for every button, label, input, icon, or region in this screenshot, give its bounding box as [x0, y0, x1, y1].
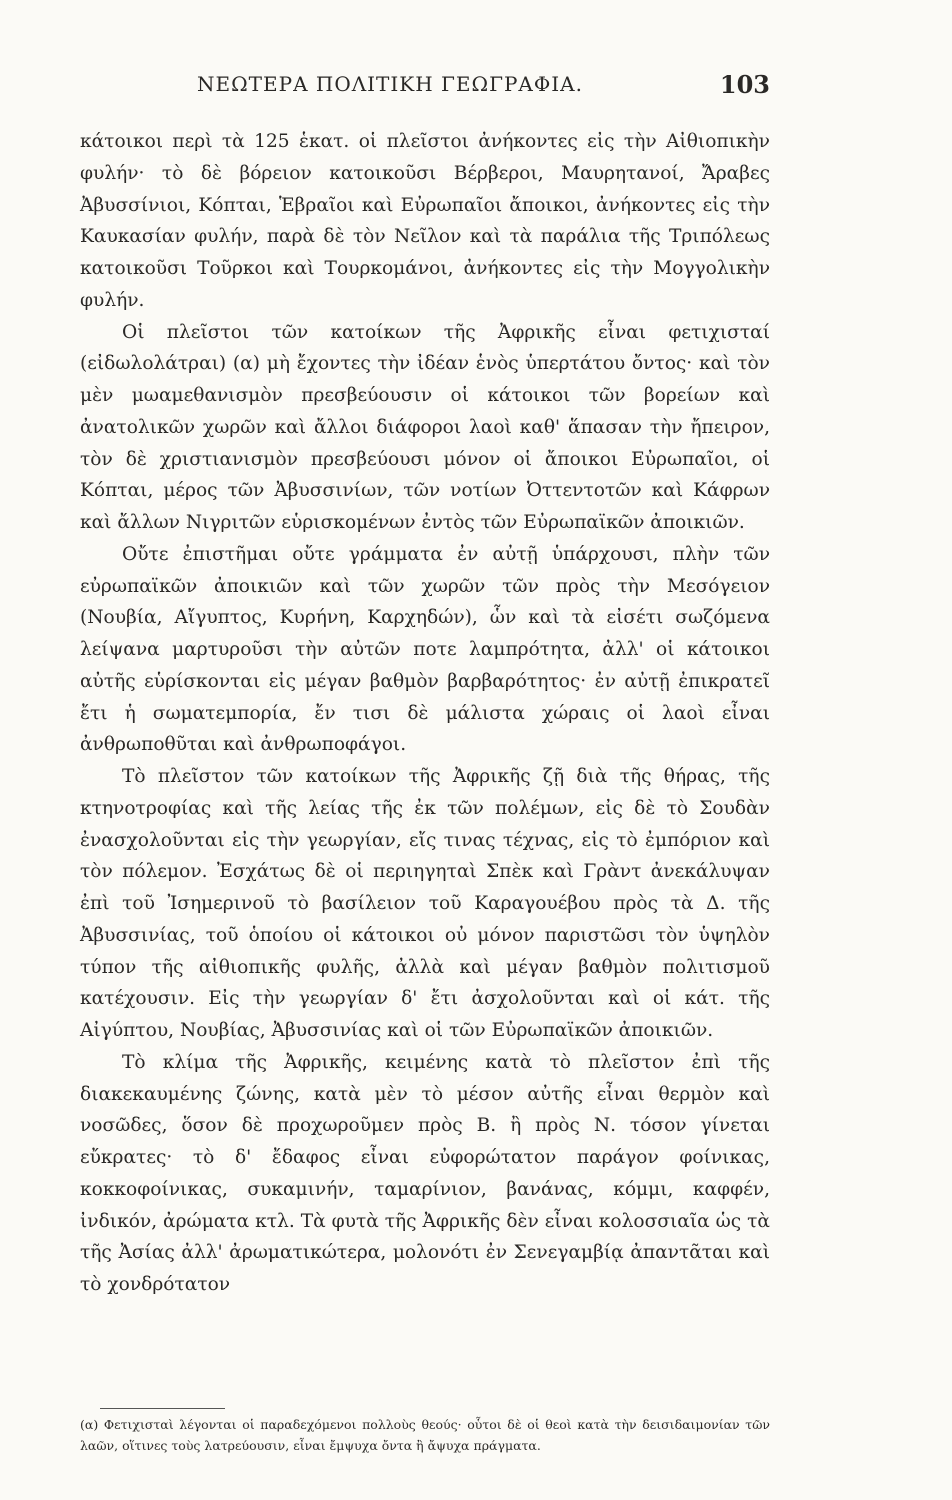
running-title: ΝΕΩΤΕΡΑ ΠΟΛΙΤΙΚΗ ΓΕΩΓΡΑΦΙΑ.: [197, 72, 583, 96]
paragraph: Οἱ πλεῖστοι τῶν κατοίκων τῆς Ἀφρικῆς εἶναι φετιχισταί (εἰδωλολάτραι) (α) μὴ ἔχοντες τὴν ἰδέαν ἑνὸς ὑπερτάτου ὄντος· καὶ τὸν μὲν μωαμεθανισμὸν πρεσβεύουσιν οἱ κάτοικοι τῶν βορείων καὶ ἀνατολικῶν χωρῶν καὶ ἄλλοι διάφοροι λαοὶ καθ' ἅπασαν τὴν ἤπειρον, τὸν δὲ χριστιανισμὸν πρεσβεύουσι μόνον οἱ ἄποικοι Εὐρωπαῖοι, οἱ Κόπται, μέρος τῶν Ἀβυσσινίων, τῶν νοτίων Ὀττεντοτῶν καὶ Κάφρων καὶ ἄλλων Νιγριτῶν εὑρισκομένων ἐντὸς τῶν Εὐρωπαϊκῶν ἀποικιῶν.: [80, 321, 770, 533]
paragraph: κάτοικοι περὶ τὰ 125 ἑκατ. οἱ πλεῖστοι ἀνήκοντες εἰς τὴν Αἰθιοπικὴν φυλήν· τὸ δὲ βόρειον κατοικοῦσι Βέρβεροι, Μαυρητανοί, Ἄραβες Ἀβυσσίνιοι, Κόπται, Ἑβραῖοι καὶ Εὐρωπαῖοι ἄποικοι, ἀνήκοντες εἰς τὴν Καυκασίαν φυλήν, παρὰ δὲ τὸν Νεῖλον καὶ τὰ παράλια τῆς Τριπόλεως κατοικοῦσι Τοῦρκοι καὶ Τουρκομάνοι, ἀνήκοντες εἰς τὴν Μογγολικὴν φυλήν.: [80, 131, 770, 311]
page-number: 103: [719, 70, 770, 99]
footnote-rule: [100, 1408, 225, 1409]
running-head: [80, 72, 770, 106]
paragraph: Τὸ κλίμα τῆς Ἀφρικῆς, κειμένης κατὰ τὸ πλεῖστον ἐπὶ τῆς διακεκαυμένης ζώνης, κατὰ μὲν τὸ μέσον αὐτῆς εἶναι θερμὸν καὶ νοσῶδες, ὅσον δὲ προχωροῦμεν πρὸς Β. ἢ πρὸς Ν. τόσον γίνεται εὔκρατες· τὸ δ' ἔδαφος εἶναι εὐφορώτατον παράγον φοίνικας, κοκκοφοίνικας, συκαμινήν, ταμαρίνιον, βανάνας, κόμμι, καφφέν, ἰνδικόν, ἀρώματα κτλ. Τὰ φυτὰ τῆς Ἀφρικῆς δὲν εἶναι κολοσσιαῖα ὡς τὰ τῆς Ἀσίας ἀλλ' ἀρωματικώτερα, μολονότι ἐν Σενεγαμβίᾳ ἀπαντᾶται καὶ τὸ χονδρότατον: [80, 1051, 770, 1295]
body-text: [80, 126, 770, 1301]
paragraph: Οὔτε ἐπιστῆμαι οὔτε γράμματα ἐν αὐτῇ ὑπάρχουσι, πλὴν τῶν εὐρωπαϊκῶν ἀποικιῶν καὶ τῶν χωρῶν τῶν πρὸς τὴν Μεσόγειον (Νουβία, Αἴγυπτος, Κυρήνη, Καρχηδών), ὧν καὶ τὰ εἰσέτι σωζόμενα λείψανα μαρτυροῦσι τὴν αὐτῶν ποτε λαμπρότητα, ἀλλ' οἱ κάτοικοι αὐτῆς εὑρίσκονται εἰς μέγαν βαθμὸν βαρβαρότητος· ἐν αὐτῇ ἐπικρατεῖ ἔτι ἡ σωματεμπορία, ἔν τισι δὲ μάλιστα χώραις οἱ λαοὶ εἶναι ἀνθρωποθῦται καὶ ἀνθρωποφάγοι.: [80, 543, 770, 756]
footnote: (α) Φετιχισταὶ λέγονται οἱ παραδεχόμενοι πολλοὺς θεούς· οὗτοι δὲ οἱ θεοὶ κατὰ τὴν δεισιδαιμονίαν τῶν λαῶν, οἵτινες τοὺς λατρεύουσιν, εἶναι ἔμψυχα ὄντα ἢ ἄψυχα πράγματα.: [80, 1417, 770, 1453]
paragraph: Τὸ πλεῖστον τῶν κατοίκων τῆς Ἀφρικῆς ζῇ διὰ τῆς θήρας, τῆς κτηνοτροφίας καὶ τῆς λείας τῆς ἐκ τῶν πολέμων, εἰς δὲ τὸ Σουδὰν ἐνασχολοῦνται εἰς τὴν γεωργίαν, εἴς τινας τέχνας, εἰς τὸ ἐμπόριον καὶ τὸν πόλεμον. Ἐσχάτως δὲ οἱ περιηγηταὶ Σπὲκ καὶ Γρὰντ ἀνεκάλυψαν ἐπὶ τοῦ Ἰσημερινοῦ τὸ βασίλειον τοῦ Καραγουέβου πρὸς τὰ Δ. τῆς Ἀβυσσινίας, τοῦ ὁποίου οἱ κάτοικοι οὐ μόνον παριστῶσι τὸν ὑψηλὸν τύπον τῆς αἰθιοπικῆς φυλῆς, ἀλλὰ καὶ μέγαν βαθμὸν πολιτισμοῦ κατέχουσιν. Εἰς τὴν γεωργίαν δ' ἔτι ἀσχολοῦνται καὶ οἱ κάτ. τῆς Αἰγύπτου, Νουβίας, Ἀβυσσινίας καὶ οἱ τῶν Εὐρωπαϊκῶν ἀποικιῶν.: [80, 766, 770, 1041]
